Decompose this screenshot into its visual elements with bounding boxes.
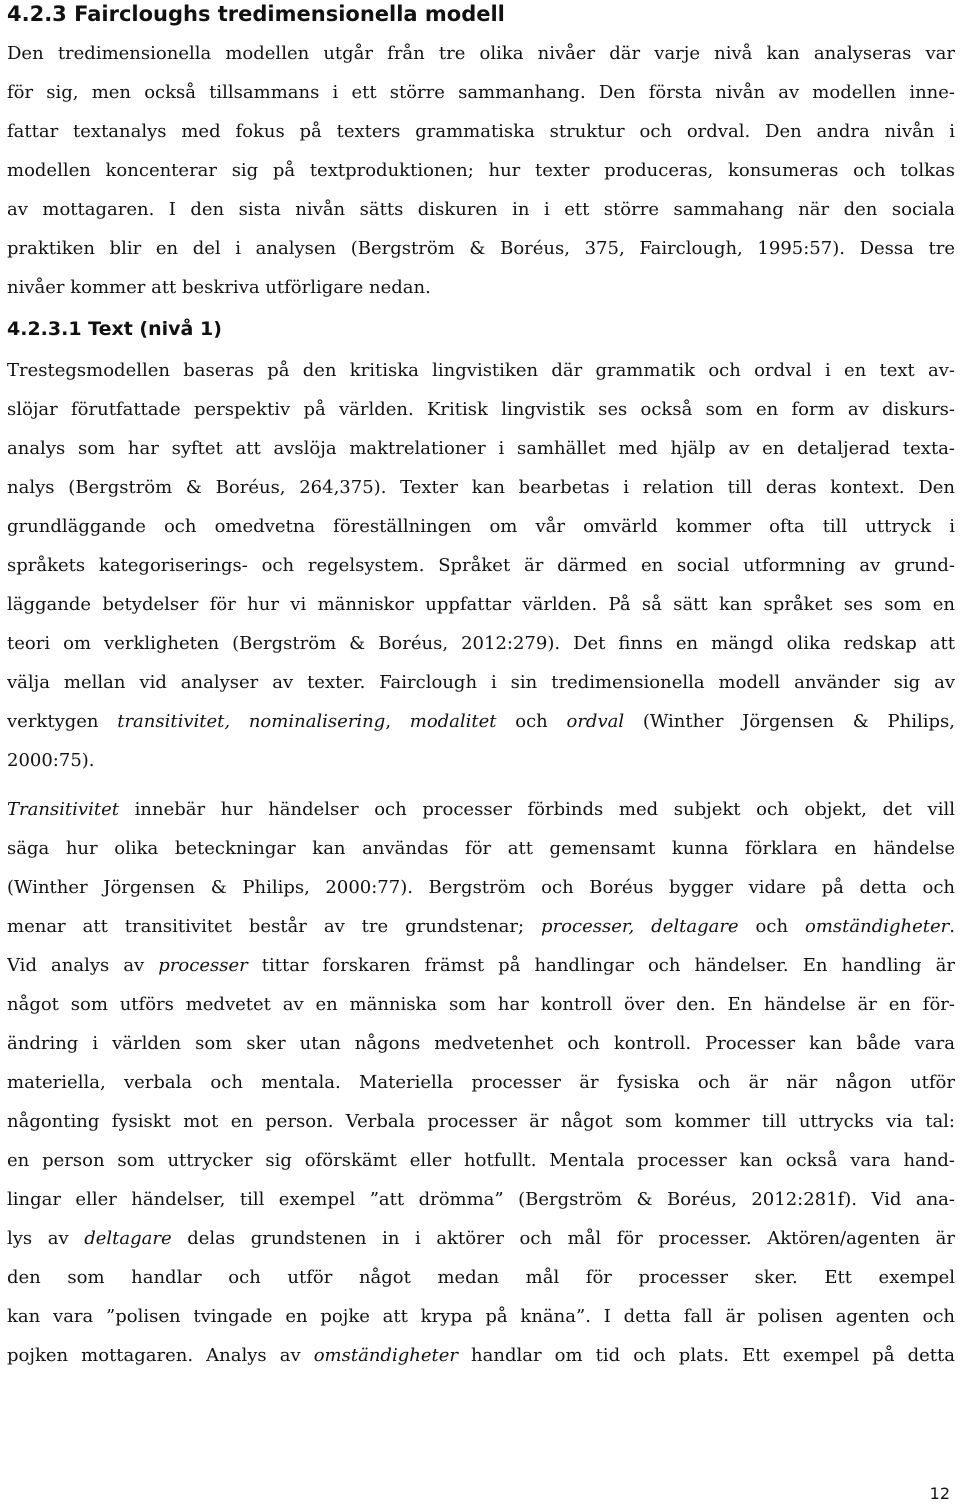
emphasis-term: transitivitet, nominalisering — [117, 711, 386, 732]
text-line: praktiken blir en del i analysen (Bergström & Boréus, 375, Fairclough, 1995:57). Dessa tre — [7, 238, 955, 259]
text-line: analys som har syftet att avslöja maktrelationer i samhället med hjälp av en detaljerad texta- — [7, 438, 955, 459]
emphasis-term: deltagare — [84, 1228, 172, 1249]
text-line: 2000:75). — [7, 750, 95, 771]
page-number: 12 — [929, 1484, 950, 1503]
text-line: modellen koncenterar sig på textproduktionen; hur texter produceras, konsumeras och tolkas — [7, 160, 955, 181]
text-run: och — [496, 711, 567, 732]
text-run: menar att transitivitet består av tre grundstenar; — [7, 916, 542, 937]
text-line: fattar textanalys med fokus på texters grammatiska struktur och ordval. Den andra nivån i — [7, 121, 955, 142]
text-run: delas grundstenen in i aktörer och mål för processer. Aktören/agenten är — [171, 1228, 955, 1249]
subsection-heading: 4.2.3.1 Text (nivå 1) — [7, 318, 222, 340]
emphasis-term: omständigheter — [313, 1345, 458, 1366]
text-line — [7, 790, 955, 829]
text-run: tittar forskaren främst på handlingar och händelser. En handling är — [247, 955, 955, 976]
text-line — [7, 1219, 955, 1258]
text-line — [7, 702, 955, 741]
document-page — [7, 0, 955, 1375]
text-line: kan vara ”polisen tvingade en pojke att krypa på knäna”. I detta fall är polisen agenten och — [7, 1306, 955, 1327]
section-heading: 4.2.3 Faircloughs tredimensionella modell — [7, 2, 505, 26]
text-line: materiella, verbala och mentala. Materiella processer är fysiska och är när någon utför — [7, 1072, 955, 1093]
text-line: för sig, men också tillsammans i ett större sammanhang. Den första nivån av modellen inne- — [7, 82, 955, 103]
text-run: Vid analys av — [7, 955, 159, 976]
emphasis-term: processer, deltagare — [541, 916, 739, 937]
text-run: handlar om tid och plats. Ett exempel på detta — [457, 1345, 955, 1366]
text-line: Den tredimensionella modellen utgår från tre olika nivåer där varje nivå kan analyseras var — [7, 43, 955, 64]
text-run: innebär hur händelser och processer förbinds med subjekt och objekt, det vill — [118, 799, 955, 820]
text-line: slöjar förutfattade perspektiv på världen. Kritisk lingvistik ses också som en form av diskurs- — [7, 399, 955, 420]
text-line: grundläggande och omedvetna föreställningen om vår omvärld kommer ofta till uttryck i — [7, 516, 955, 537]
text-line — [7, 1336, 955, 1375]
text-line: nivåer kommer att beskriva utförligare nedan. — [7, 277, 431, 298]
text-line: välja mellan vid analyser av texter. Fairclough i sin tredimensionella modell använder sig av — [7, 672, 955, 693]
text-run: och — [738, 916, 806, 937]
text-line: (Winther Jörgensen & Philips, 2000:77). Bergström och Boréus bygger vidare på detta och — [7, 877, 955, 898]
paragraph-text-level — [7, 351, 955, 780]
emphasis-term: ordval — [566, 711, 625, 732]
text-line: Trestegsmodellen baseras på den kritiska lingvistiken där grammatik och ordval i en text av- — [7, 360, 955, 381]
text-line: språkets kategoriserings- och regelsystem. Språket är därmed en social utformning av grund- — [7, 555, 955, 576]
emphasis-term: Transitivitet — [7, 799, 119, 820]
emphasis-term: omständigheter — [805, 916, 950, 937]
text-line: den som handlar och utför något medan mål för processer sker. Ett exempel — [7, 1267, 955, 1288]
intro-paragraph — [7, 34, 955, 307]
text-line: av mottagaren. I den sista nivån sätts diskuren in i ett större sammahang när den sociala — [7, 199, 955, 220]
text-run: pojken mottagaren. Analys av — [7, 1345, 314, 1366]
emphasis-term: processer — [158, 955, 248, 976]
text-run: (Winther Jörgensen & Philips, — [624, 711, 955, 732]
text-line: en person som uttrycker sig oförskämt eller hotfullt. Mentala processer kan också vara hand- — [7, 1150, 955, 1171]
text-run: lys av — [7, 1228, 85, 1249]
text-line — [7, 946, 955, 985]
text-line: någonting fysiskt mot en person. Verbala processer är något som kommer till uttrycks via tal: — [7, 1111, 955, 1132]
text-line: ändring i världen som sker utan någons medvetenhet och kontroll. Processer kan både vara — [7, 1033, 955, 1054]
text-run: , — [385, 711, 410, 732]
emphasis-term: modalitet — [409, 711, 497, 732]
text-run: verktygen — [7, 711, 118, 732]
text-line: nalys (Bergström & Boréus, 264,375). Texter kan bearbetas i relation till deras kontext. Den — [7, 477, 955, 498]
text-line: något som utförs medvetet av en människa som har kontroll över den. En händelse är en för- — [7, 994, 955, 1015]
text-line: läggande betydelser för hur vi människor uppfattar världen. På så sätt kan språket ses som en — [7, 594, 955, 615]
text-line — [7, 907, 955, 946]
text-line: säga hur olika beteckningar kan användas för att gemensamt kunna förklara en händelse — [7, 838, 955, 859]
paragraph-transitivity — [7, 790, 955, 1375]
text-line: teori om verkligheten (Bergström & Boréus, 2012:279). Det finns en mängd olika redskap att — [7, 633, 955, 654]
text-line: lingar eller händelser, till exempel ”att drömma” (Bergström & Boréus, 2012:281f). Vid ana- — [7, 1189, 955, 1210]
text-run: . — [949, 916, 955, 937]
